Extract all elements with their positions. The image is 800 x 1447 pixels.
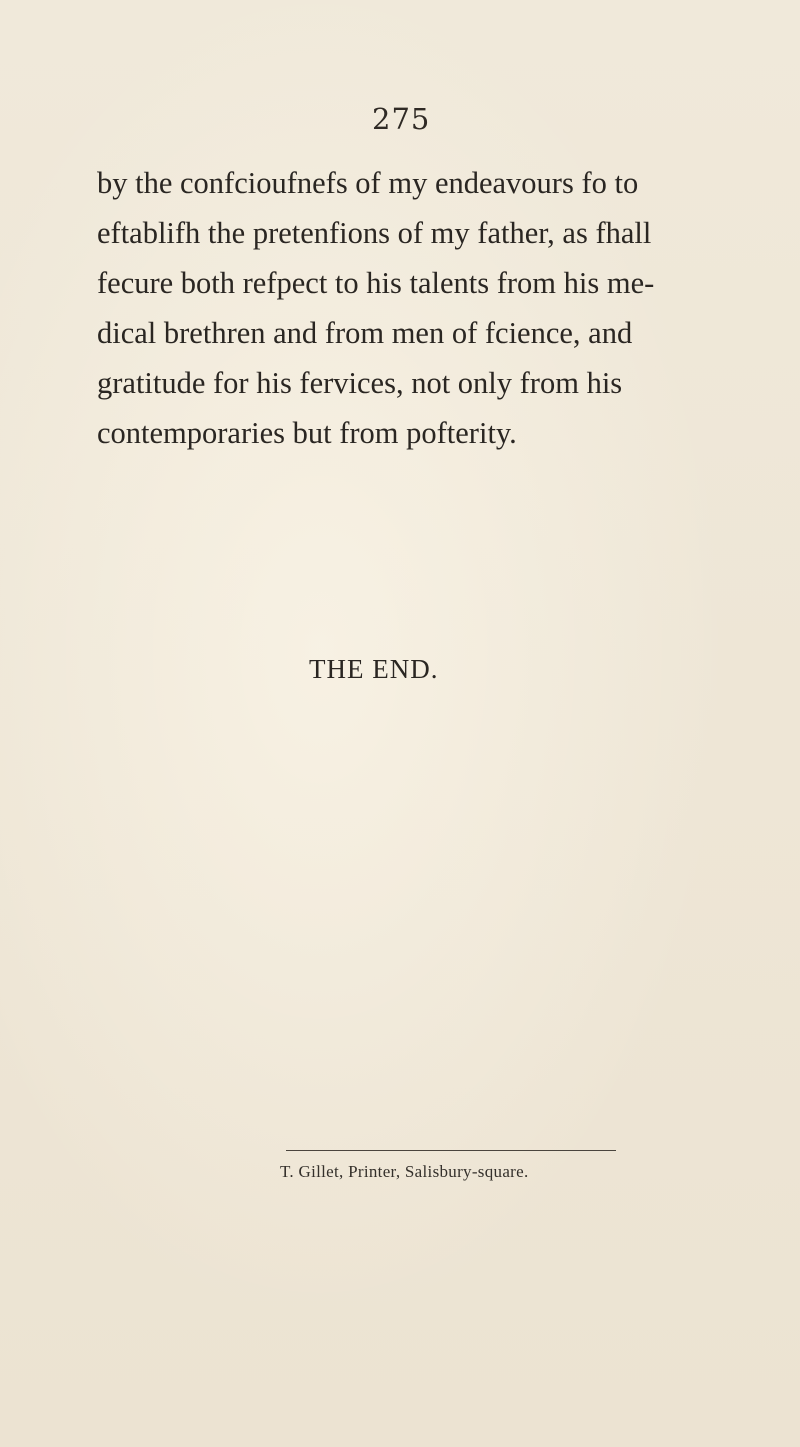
text-line: gratitude for his fervices, not only from his: [97, 366, 623, 400]
text-line: contemporaries but from pofterity.: [97, 416, 517, 450]
page-number: 275: [372, 102, 431, 136]
text-line: fecure both refpect to his talents from his me-: [97, 266, 655, 300]
text-line: by the confcioufnefs of my endeavours fo to: [97, 166, 639, 200]
imprint-divider: [286, 1150, 616, 1151]
text-line: eftablifh the pretenfions of my father, as fhall: [97, 216, 652, 250]
text-line: dical brethren and from men of fcience, and: [97, 316, 633, 350]
body-paragraph: [97, 158, 717, 458]
printer-imprint: T. Gillet, Printer, Salisbury-square.: [280, 1162, 529, 1181]
the-end-heading: THE END.: [309, 654, 439, 684]
